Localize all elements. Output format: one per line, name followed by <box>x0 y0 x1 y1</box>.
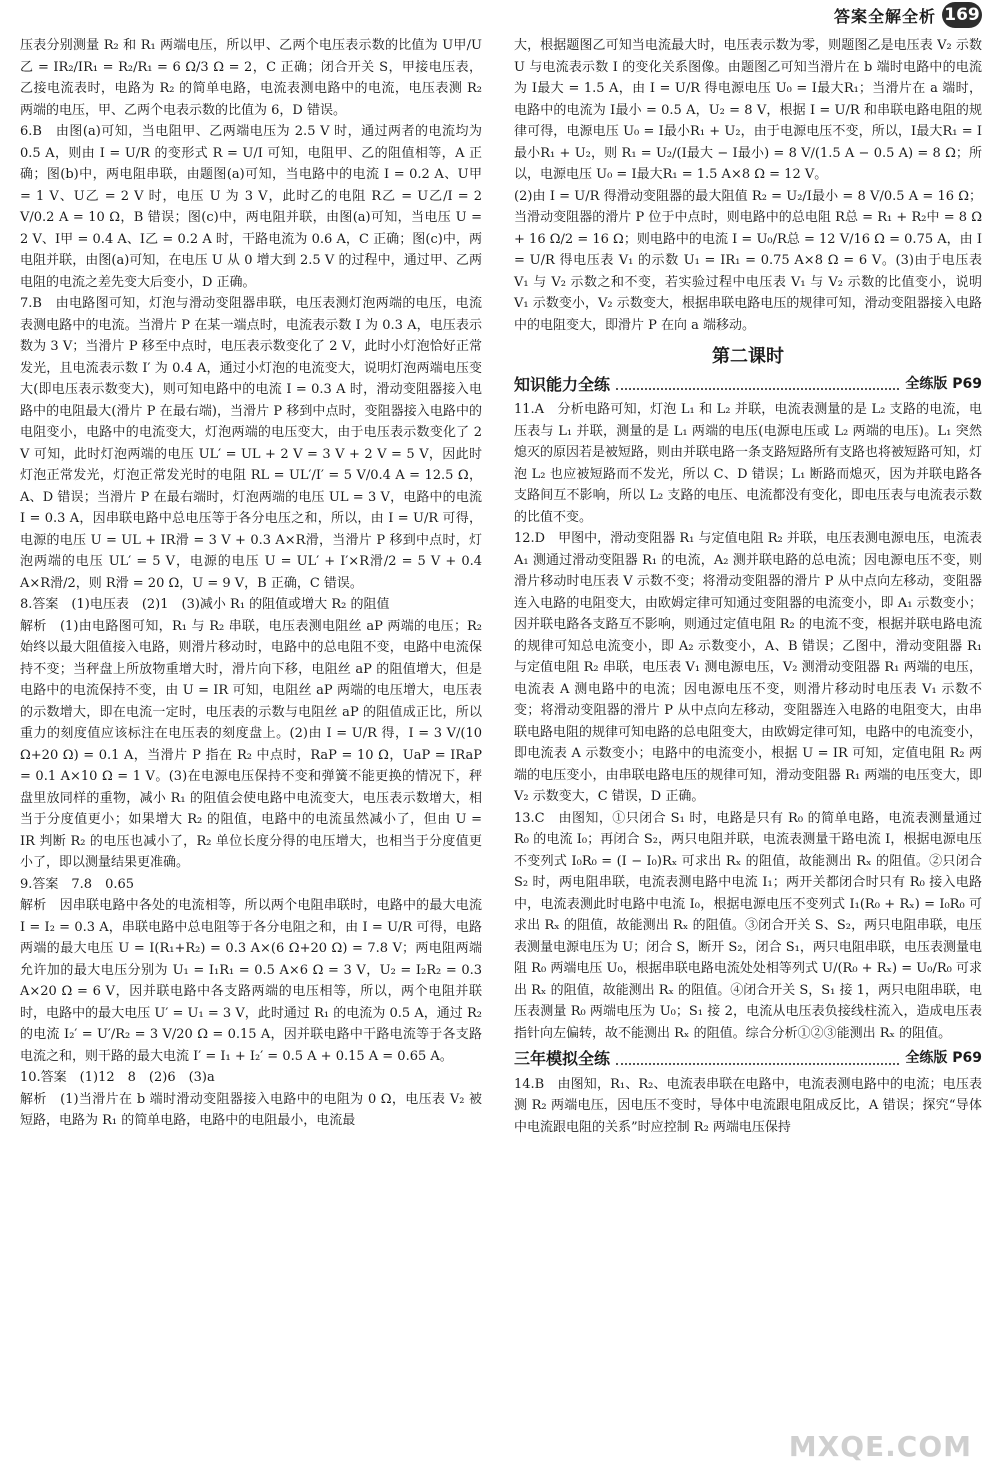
section-banner-knowledge <box>514 374 982 396</box>
answer-10-continued: 大，根据题图乙可知当电流最大时，电压表示数为零，则题图乙是电压表 V₂ 示数 U 与电流表示数 I 的变化关系图像。由题图乙可知当滑片在 b 端时电路中的电流为 I最大 = 1.5 A，由 I = U/R 得电源电压 U₀ = I最大R₁；当滑片在 a 端时，电路中的电流为 I最小 = 0.5 A，U₂ = 8 V，根据 I = U/R 和串联电路电阻的规律可得，电源电压 U₀ = I最小R₁ + U₂，由于电源电压不变，所以，I最大R₁ = I最小R₁ + U₂，则 R₁ = U₂/(I最大 − I最小) = 8 V/(1.5 A − 0.5 A) = 8 Ω；所以，电源电压 U₀ = I最大R₁ = 1.5 A×8 Ω = 12 V。 <box>514 38 982 182</box>
right-column <box>514 35 982 1138</box>
answer-11: 11.A 分析电路可知，灯泡 L₁ 和 L₂ 并联，电流表测量的是 L₂ 支路的电流，电压表与 L₁ 并联，测量的是 L₁ 两端的电压(电源电压或 L₂ 两端的电压)。L₁ 突然熄灭的原因若是被短路，则由并联电路一条支路短路所有支路也将被短路可知，灯泡 L₂ 也应被短路而不发光，所以 C、D 错误；L₁ 断路而熄灭，因为并联电路各支路间互不影响，所以 L₂ 支路的电压、电流都没有变化，即电压表与电流表示数的比值不变。 <box>514 402 983 525</box>
paragraph: 压表分别测量 R₂ 和 R₁ 两端电压，所以甲、乙两个电压表示数的比值为 U甲/U乙 = IR₂/IR₁ = R₂/R₁ = 6 Ω/3 Ω = 2，C 正确；闭合开关 S，甲接电压表，乙接电流表时，电路为 R₂ 的简单电路，电流表测电路中的电流，电压表测 R₂ 两端的电压，甲、乙两个电表示数的比值为 6，D 错误。 <box>20 38 482 118</box>
page-header <box>0 0 1000 30</box>
answer-14: 14.B 由图知，R₁、R₂、电流表串联在电路中，电流表测电路中的电流；电压表测 R₂ 两端电压，因电压不变时，导体中电流跟电阻成反比，A 错误；探究“导体中电流跟电阻的关系”时应控制 R₂ 两端电压保持 <box>514 1076 982 1135</box>
answer-13: 13.C 由图知，①只闭合 S₁ 时，电路是只有 R₀ 的简单电路，电流表测量通过 R₀ 的电流 I₀；再闭合 S₂，两只电阻并联，电流表测量干路电流 I，根据电源电压不变列式 I₀R₀ = (I − I₀)Rₓ 可求出 Rₓ 的阻值，故能测出 Rₓ 的阻值。②只闭合 S₂ 时，两电阻串联，电流表测电路中电流 I₁；两开关都闭合时只有 R₀ 接入电路中，电流表测此时电路中电流 I₀，根据电源电压不变列式 I₁(R₀ + Rₓ) = I₀R₀ 可求出 Rₓ 的阻值，故能测出 Rₓ 的阻值。③闭合开关 S、S₂，两只电阻串联，电压表测量电源电压为 U；闭合 S，断开 S₂，闭合 S₁，两只电阻串联，电压表测量电阻 R₀ 两端电压 U₀，根据串联电路电流处处相等列式 U/(R₀ + Rₓ) = U₀/R₀ 可求出 Rₓ 的阻值，故能测出 Rₓ 的阻值。④闭合开关 S，S₁ 接 1，两只电阻串联，电压表测量 R₀ 两端电压为 U₀；S₁ 接 2，电流从电压表负接线柱流入，造成电压表指针向左偏转，故不能测出 Rₓ 的阻值。综合分析①②③能测出 Rₓ 的阻值。 <box>514 810 982 1041</box>
section-title: 第二课时 <box>712 346 784 367</box>
page-number-badge: 169 <box>942 2 982 28</box>
banner-name: 三年模拟全练 <box>514 1049 611 1068</box>
answer-7: 7.B 由电路图可知，灯泡与滑动变阻器串联，电压表测灯泡两端的电压，电流表测电路中的电流。当滑片 P 在某一端点时，电流表示数 I 为 0.3 A，电压表示数为 3 V；当滑片 P 移至中点时，电压表示数变化了 2 V，此时小灯泡恰好正常发光，且电流表示数 I′ 为 0.4 A，通过小灯泡的电流变大，说明灯泡两端电压变大(即电压表示数变大)，则可知电路中的电流 I = 0.3 A 时，滑动变阻器接入电路中的电阻最大(滑片 P 在最右端)，当滑片 P 移到中点时，变阻器接入电路中的电阻变小，电路中的电流变大，灯泡两端的电压变大，由于电压表示数变化了 2 V 可知，此时灯泡两端的电压 UL′ = UL + 2 V = 3 V + 2 V = 5 V，因此时灯泡正常发光，灯泡正常发光时的电阻 RL = UL′/I′ = 5 V/0.4 A = 12.5 Ω，A、D 错误；当滑片 P 在最右端时，灯泡两端的电压 UL = 3 V，电路中的电流 I = 0.3 A，因串联电路中总电压等于各分电压之和，所以，由 I = U/R 可得，电源的电压 U = UL + IR滑 = 3 V + 0.3 A×R滑，当滑片 P 移到中点时，灯泡两端的电压 UL′ = 5 V，电源的电压 U = UL′ + I′×R滑/2 = 5 V + 0.4 A×R滑/2，则 R滑 = 20 Ω，U = 9 V，B 正确，C 错误。 <box>20 296 482 591</box>
header-title: 答案全解全析 <box>833 7 936 26</box>
left-column <box>20 35 482 1132</box>
answer-10-part2: (2)由 I = U/R 得滑动变阻器的最大阻值 R₂ = U₂/I最小 = 8 V/0.5 A = 16 Ω；当滑动变阻器的滑片 P 位于中点时，则电路中的总电阻 R总 = R₁ + R₂中 = 8 Ω + 16 Ω/2 = 16 Ω；则电路中的电流 I = U₀/R总 = 12 V/16 Ω = 0.75 A，由 I = U/R 得电压表 V₁ 的示数 U₁ = IR₁ = 0.75 A×8 Ω = 6 V。(3)由于电压表 V₁ 与 V₂ 示数之和不变，若实验过程中电压表 V₁ 与 V₂ 示数的比值变小，说明 V₁ 示数变小，V₂ 示数变大，根据串联电路电压的规律可知，滑动变阻器接入电路中的电阻变大，即滑片 P 在向 a 端移动。 <box>514 188 982 333</box>
banner-tag: 全练版 P69 <box>905 375 982 392</box>
banner-tag: 全练版 P69 <box>905 1050 982 1066</box>
answer-10-analysis: 解析 (1)当滑片在 b 端时滑动变阻器接入电路中的电阻为 0 Ω，电压表 V₂ 被短路，电路为 R₁ 的简单电路，电路中的电阻最小，电流最 <box>20 1091 482 1128</box>
answer-9-key: 9.答案 7.8 0.65 <box>20 876 135 892</box>
answer-9-analysis: 解析 因串联电路中各处的电流相等，所以两个电阻串联时，电路中的最大电流 I = I₂ = 0.3 A，串联电路中总电阻等于各分电阻之和，由 I = U/R 可得，电路两端的最大电压 U = I(R₁+R₂) = 0.3 A×(6 Ω+20 Ω) = 7.8 V；两电阻两端允许加的最大电压分别为 U₁ = I₁R₁ = 0.5 A×6 Ω = 3 V，U₂ = I₂R₂ = 0.3 A×20 Ω = 6 V，因并联电路中各支路两端的电压相等，所以，两个电阻并联时，电路中的最大电压 U′ = U₁ = 3 V，此时通过 R₁ 的电流为 0.5 A，通过 R₂ 的电流 I₂′ = U′/R₂ = 3 V/20 Ω = 0.15 A，因并联电路中干路电流等于各支路电流之和，则干路的最大电流 I′ = I₁ + I₂′ = 0.5 A + 0.15 A = 0.65 A。 <box>20 898 482 1064</box>
banner-dots <box>616 378 899 390</box>
answer-12: 12.D 甲图中，滑动变阻器 R₁ 与定值电阻 R₂ 并联，电压表测电源电压，电流表 A₁ 测通过滑动变阻器 R₁ 的电流，A₂ 测并联电路的总电流；因电源电压不变，则滑片移动时电压表 V 示数不变；将滑动变阻器的滑片 P 从中点向左移动，变阻器连入电路的电阻变大，由欧姆定律可知通过变阻器的电流变小，即 A₁ 示数变小；因并联电路各支路互不影响，则通过定值电阻 R₂ 的电流不变，根据并联电路电流的规律可知总电流变小，即 A₂ 示数变小，A、B 错误；乙图中，滑动变阻器 R₁ 与定值电阻 R₂ 串联，电压表 V₁ 测电源电压，V₂ 测滑动变阻器 R₁ 两端的电压，电流表 A 测电路中的电流；因电源电压不变，则滑片移动时电压表 V₁ 示数不变；将滑动变阻器的滑片 P 从中点向左移动，变阻器连入电路的电阻变大，由串联电路电阻的规律可知电路的总电阻变大，由欧姆定律可知，电路中的电流变小，即电流表 A 示数变小；电路中的电流变小，根据 U = IR 可知，定值电阻 R₂ 两端的电压变小，由串联电路电压的规律可知，滑动变阻器 R₁ 两端的电压变大，即 V₂ 示数变大，C 错误，D 正确。 <box>514 531 983 804</box>
banner-dots <box>616 1053 899 1065</box>
watermark-logo: MXQE.COM <box>788 1429 972 1463</box>
section-banner-mock <box>514 1048 982 1070</box>
answer-8-analysis: 解析 (1)由电路图可知，R₁ 与 R₂ 串联，电压表测电阻丝 aP 两端的电压；R₂ 始终以最大阻值接入电路，则滑片移动时，电路中的总电阻不变，电路中电流保持不变；当秤盘上所放物重增大时，滑片向下移，电阻丝 aP 的阻值增大，但是电路中的电流保持不变，由 U = IR 可知，电阻丝 aP 两端的电压增大，电压表的示数增大，即在电流一定时，电压表的示数与电阻丝 aP 的阻值成正比，所以重力的刻度值应该标注在电压表的刻度盘上。(2)由 I = U/R 得，I = 3 V/(10 Ω+20 Ω) = 0.1 A，当滑片 P 指在 R₂ 中点时，RaP = 10 Ω，UaP = IRaP = 0.1 A×10 Ω = 1 V。(3)在电源电压保持不变和弹簧不能更换的情况下，秤盘里放同样的重物，减小 R₁ 的阻值会使电路中电流变大，电压表示数增大，相当于分度值更小；如果增大 R₂ 的阻值，电路中的电流虽然减小了，但由 U = IR 判断 R₂ 的电压也减小了，R₂ 单位长度分得的电压增大，也相当于分度值更小了，即以测量结果更准确。 <box>20 618 482 870</box>
answer-10-key: 10.答案 (1)12 8 (2)6 (3)a <box>20 1070 215 1085</box>
answer-8-key: 8.答案 (1)电压表 (2)1 (3)减小 R₁ 的阻值或增大 R₂ 的阻值 <box>20 597 390 612</box>
banner-name: 知识能力全练 <box>514 374 611 394</box>
answer-6: 6.B 由图(a)可知，当电阻甲、乙两端电压为 2.5 V 时，通过两者的电流均为 0.5 A，则由 I = U/R 的变形式 R = U/I 可知，电阻甲、乙的阻值相等，A 正确；图(b)中，两电阻串联，由题图(a)可知，当电路中的电流 I = 0.2 A、U甲 = 1 V、U乙 = 2 V 时，电压 U 为 3 V，此时乙的电阻 R乙 = U乙/I = 2 V/0.2 A = 10 Ω，B 错误；图(c)中，两电阻并联，由图(a)可知，当电压 U = 2 V、I甲 = 0.4 A、I乙 = 0.2 A 时，干路电流为 0.6 A，C 正确；图(c)中，两电阻并联，由图(a)可知，在电压 U 从 0 增大到 2.5 V 的过程中，通过甲、乙两电阻的电流之差先变大后变小，D 正确。 <box>20 124 482 290</box>
